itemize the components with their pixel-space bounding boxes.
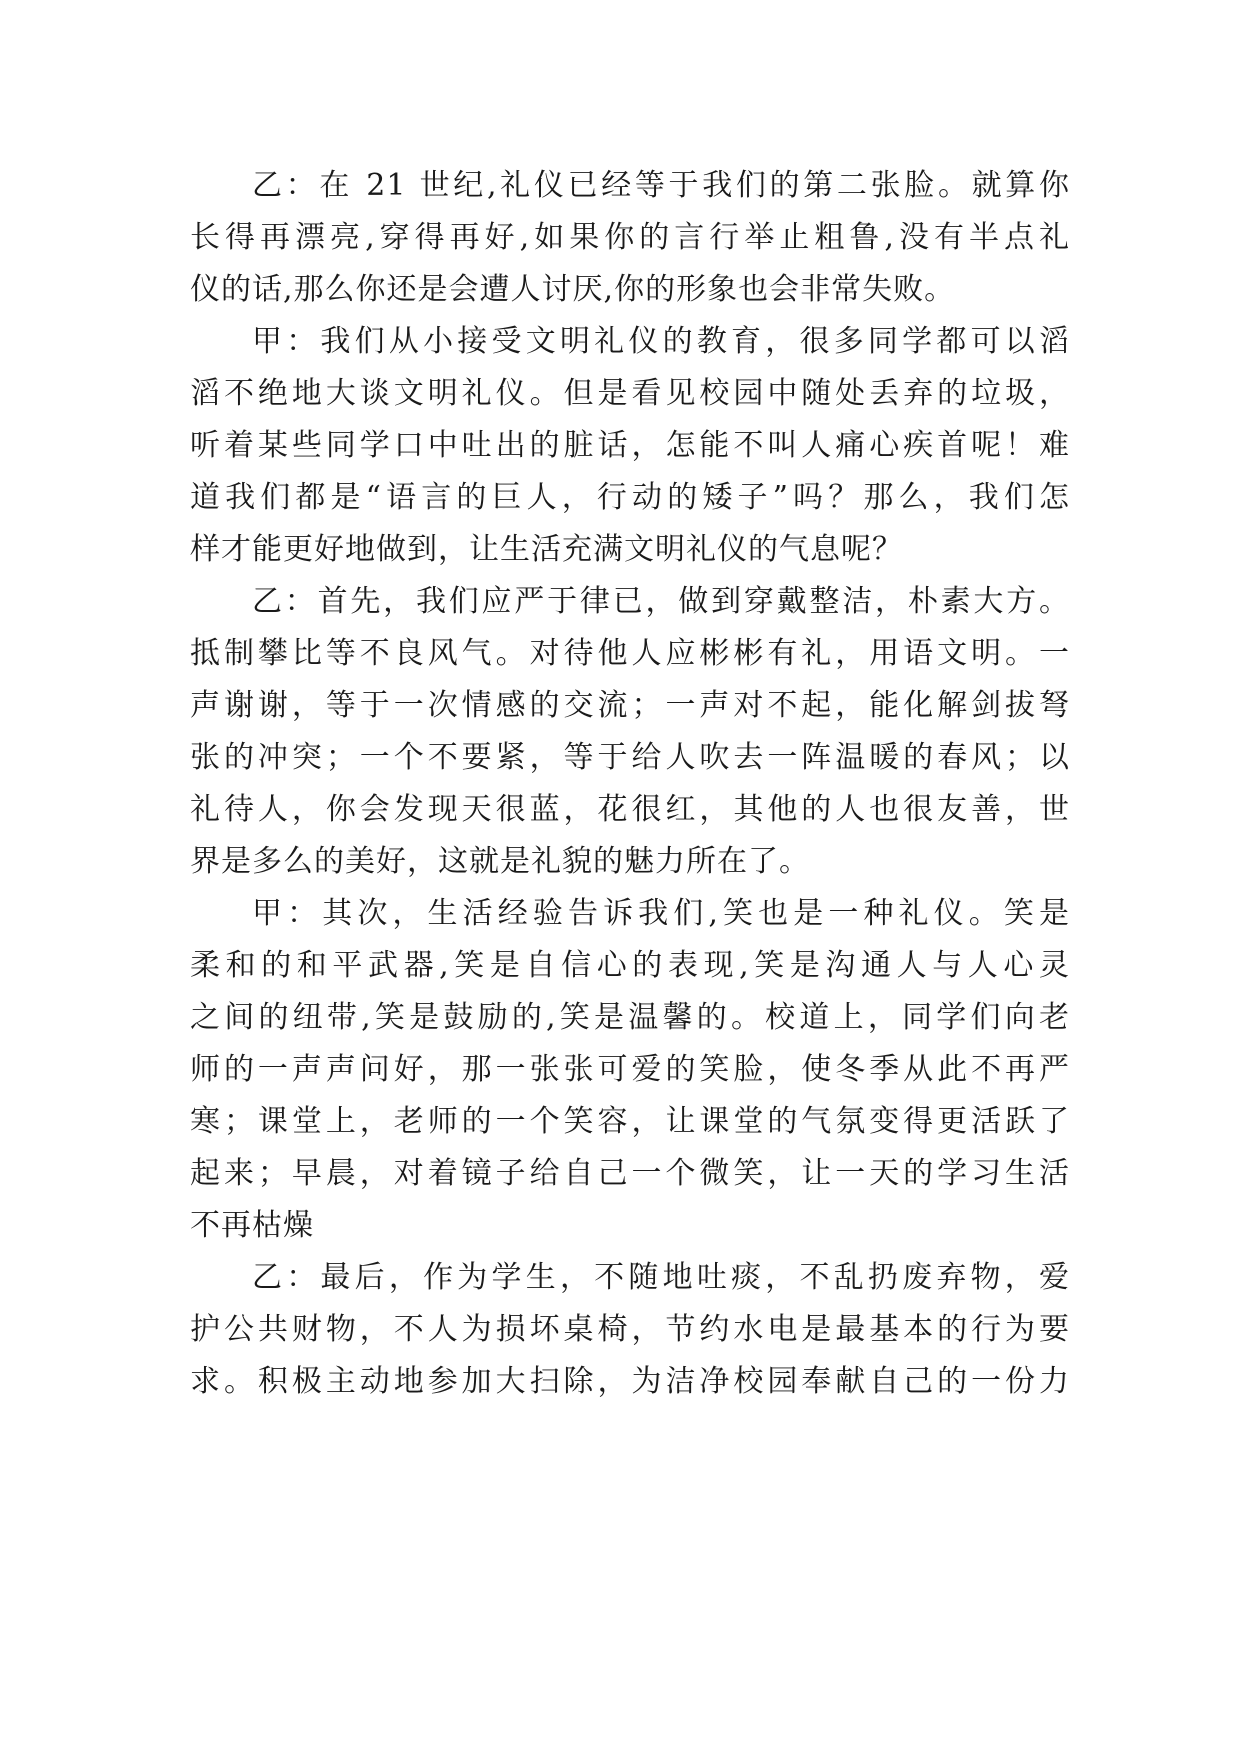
paragraph-2-line-4: 道我们都是“语言的巨人，行动的矮子”吗？那么，我们怎 (190, 480, 1070, 515)
paragraph-3-line-3: 声谢谢，等于一次情感的交流；一声对不起，能化解剑拔弩 (190, 688, 1070, 723)
paragraph-1-line-3: 仪的话,那么你还是会遭人讨厌,你的形象也会非常失败。 (190, 272, 956, 307)
paragraph-2-line-3: 听着某些同学口中吐出的脏话，怎能不叫人痛心疾首呢！难 (190, 428, 1070, 463)
paragraph-5-line-3: 求。积极主动地参加大扫除，为洁净校园奉献自己的一份力 (190, 1364, 1070, 1399)
paragraph-1-line-1: 乙：在 21 世纪,礼仪已经等于我们的第二张脸。就算你 (252, 168, 1070, 203)
paragraph-3-line-2: 抵制攀比等不良风气。对待他人应彬彬有礼，用语文明。一 (190, 636, 1070, 671)
paragraph-4-line-2: 柔和的和平武器,笑是自信心的表现,笑是沟通人与人心灵 (190, 948, 1070, 983)
paragraph-4-line-1: 甲：其次，生活经验告诉我们,笑也是一种礼仪。笑是 (252, 896, 1070, 931)
paragraph-2-line-5: 样才能更好地做到，让生活充满文明礼仪的气息呢？ (190, 532, 903, 567)
paragraph-5-line-2: 护公共财物，不人为损坏桌椅，节约水电是最基本的行为要 (190, 1312, 1070, 1347)
paragraph-4-line-3: 之间的纽带,笑是鼓励的,笑是温馨的。校道上，同学们向老 (190, 1000, 1070, 1035)
paragraph-2-line-1: 甲：我们从小接受文明礼仪的教育，很多同学都可以滔 (252, 324, 1070, 359)
paragraph-3-line-6: 界是多么的美好，这就是礼貌的魅力所在了。 (190, 844, 810, 879)
paragraph-4-line-7: 不再枯燥 (190, 1208, 314, 1243)
paragraph-3-line-1: 乙：首先，我们应严于律已，做到穿戴整洁，朴素大方。 (252, 584, 1070, 619)
document-body (190, 160, 1070, 1408)
paragraph-4-line-6: 起来；早晨，对着镜子给自己一个微笑，让一天的学习生活 (190, 1156, 1070, 1191)
paragraph-3-line-5: 礼待人，你会发现天很蓝，花很红，其他的人也很友善，世 (190, 792, 1070, 827)
paragraph-3-line-4: 张的冲突；一个不要紧，等于给人吹去一阵温暖的春风；以 (190, 740, 1070, 775)
paragraph-5-line-1: 乙：最后，作为学生，不随地吐痰，不乱扔废弃物，爱 (252, 1260, 1070, 1295)
paragraph-2-line-2: 滔不绝地大谈文明礼仪。但是看见校园中随处丢弃的垃圾， (190, 376, 1070, 411)
paragraph-1-line-2: 长得再漂亮,穿得再好,如果你的言行举止粗鲁,没有半点礼 (190, 220, 1070, 255)
paragraph-4-line-4: 师的一声声问好，那一张张可爱的笑脸，使冬季从此不再严 (190, 1052, 1070, 1087)
paragraph-4-line-5: 寒；课堂上，老师的一个笑容，让课堂的气氛变得更活跃了 (190, 1104, 1070, 1139)
